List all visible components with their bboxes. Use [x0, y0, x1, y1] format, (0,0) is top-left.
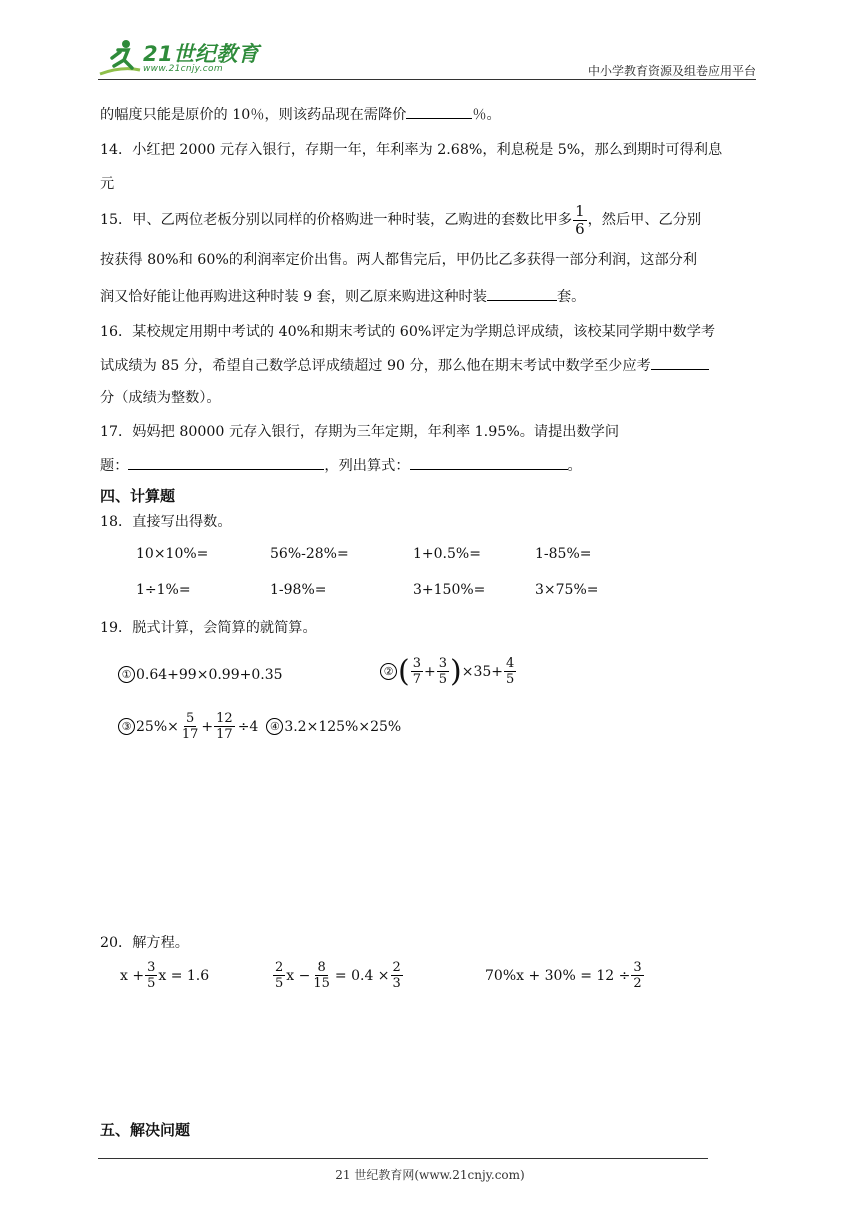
- q18-item-2: 56%-28%=: [270, 546, 349, 562]
- q16-line2: 试成绩为 85 分，希望自己数学总评成绩超过 90 分，那么他在期末考试中数学至少应考: [100, 355, 709, 376]
- q20-eq2: $\frac{2}{5}$ x − $\frac{8}{15}$ = 0.4 × $\frac{2}{3}$: [275, 960, 401, 991]
- q19-prompt: 19．脱式计算，会简算的就简算。: [100, 620, 317, 636]
- q16-blank[interactable]: [651, 355, 709, 370]
- q19-item-1: ① 0.64+99×0.99+0.35: [118, 666, 283, 683]
- q16-line3: 分（成绩为整数）。: [100, 390, 221, 406]
- q19-item-2: ② ( $\frac{3}{7}$ + $\frac{3}{5}$ ) ×35+ $\frac{4}{5}$: [380, 656, 517, 687]
- footer-text: 21 世纪教育网(www.21cnjy.com): [335, 1168, 525, 1182]
- q13-tail: 的幅度只能是原价的 10％，则该药品现在需降价 ％。: [100, 104, 501, 125]
- q15-fraction: $\frac{1}{6}$: [575, 201, 585, 238]
- q18-item-7: 3+150%=: [413, 582, 486, 598]
- q20-prompt: 20．解方程。: [100, 935, 189, 951]
- q19-item-3: ③ 25%× $\frac{5}{17}$ + $\frac{12}{17}$ ÷4 ④ 3.2×125%×25%: [118, 711, 401, 742]
- q20-eq3: 70%x + 30% = 12 ÷ $\frac{3}{2}$: [485, 960, 642, 991]
- q15-line1: 15．甲、乙两位老板分别以同样的价格购进一种时装，乙购进的套数比甲多 $\frac{1}{6}$ ，然后甲、乙分别: [100, 201, 702, 238]
- q17-line2: 题： ，列出算式： 。: [100, 455, 582, 476]
- logo-text: 21世纪教育: [143, 42, 260, 66]
- q14-line1: 14．小红把 2000 元存入银行，存期一年，年利率为 2.68%，利息税是 5%，那么到期时可得利息: [100, 142, 723, 158]
- q18-item-1: 10×10%=: [136, 546, 209, 562]
- section-title-calc: 四、计算题: [100, 487, 176, 505]
- q18-item-4: 1-85%=: [535, 546, 592, 562]
- logo-url: www.21cnjy.com: [143, 64, 223, 74]
- q15-line3: 润又恰好能让他再购进这种时装 9 套，则乙原来购进这种时装 套。: [100, 286, 585, 307]
- q17-line1: 17．妈妈把 80000 元存入银行，存期为三年定期，年利率 1.95%。请提出数学问: [100, 424, 620, 440]
- q17-formula-blank[interactable]: [410, 455, 568, 470]
- q18-item-6: 1-98%=: [270, 582, 327, 598]
- q13-blank[interactable]: [406, 104, 472, 119]
- q18-item-5: 1÷1%=: [136, 582, 191, 598]
- q15-blank[interactable]: [487, 286, 557, 301]
- section-title-problems: 五、解决问题: [100, 1121, 191, 1139]
- q16-line1: 16．某校规定用期中考试的 40%和期末考试的 60%评定为学期总评成绩，该校某同学期中数学考: [100, 324, 716, 340]
- q20-eq1: x + $\frac{3}{5}$ x = 1.6: [120, 960, 210, 991]
- q15-line2: 按获得 80%和 60%的利润率定价出售。两人都售完后，甲仍比乙多获得一部分利润，这部分利: [100, 252, 698, 268]
- q18-item-8: 3×75%=: [535, 582, 599, 598]
- footer-divider: [98, 1158, 708, 1159]
- q18-item-3: 1+0.5%=: [413, 546, 481, 562]
- header-divider: [98, 79, 756, 80]
- q17-question-blank[interactable]: [128, 455, 324, 470]
- header-platform-text: 中小学教育资源及组卷应用平台: [587, 64, 756, 78]
- q18-prompt: 18．直接写出得数。: [100, 514, 232, 530]
- q14-line2: 元: [100, 176, 115, 192]
